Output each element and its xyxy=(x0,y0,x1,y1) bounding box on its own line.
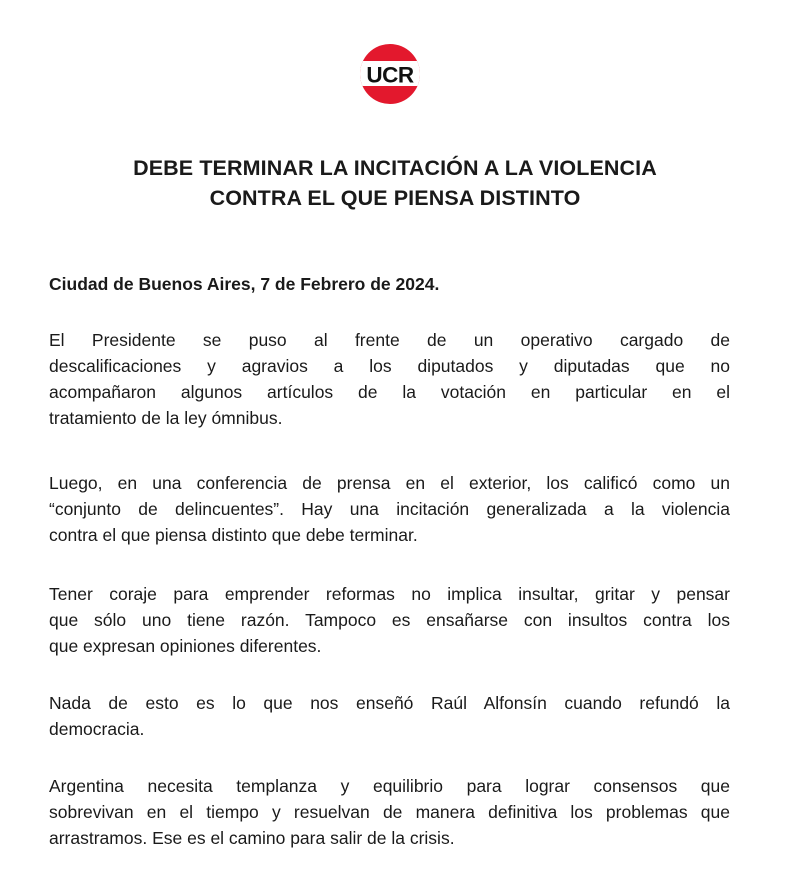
paragraph-line: que expresan opiniones diferentes. xyxy=(49,636,322,656)
paragraph-line: Nada de esto es lo que nos enseñó Raúl Alfonsín cuando refundó la xyxy=(49,693,730,713)
paragraph-line: sobrevivan en el tiempo y resuelvan de manera definitiva los problemas que xyxy=(49,802,730,822)
paragraph-line: descalificaciones y agravios a los diputados y diputadas que no xyxy=(49,356,730,376)
paragraph-line: tratamiento de la ley ómnibus. xyxy=(49,408,283,428)
paragraph-4 xyxy=(49,690,730,742)
paragraph-line: “conjunto de delincuentes”. Hay una incitación generalizada a la violencia xyxy=(49,499,730,519)
paragraph-line: acompañaron algunos artículos de la votación en particular en el xyxy=(49,382,730,402)
paragraph-1 xyxy=(49,327,730,431)
paragraph-line: que sólo uno tiene razón. Tampoco es ensañarse con insultos contra los xyxy=(49,610,730,630)
paragraph-line: democracia. xyxy=(49,719,145,739)
paragraph-3 xyxy=(49,581,730,659)
paragraph-line: contra el que piensa distinto que debe terminar. xyxy=(49,525,418,545)
paragraph-line: Tener coraje para emprender reformas no implica insultar, gritar y pensar xyxy=(49,584,730,604)
ucr-logo-emblem xyxy=(359,38,421,110)
paragraph-line: El Presidente se puso al frente de un operativo cargado de xyxy=(49,330,730,350)
paragraph-2 xyxy=(49,470,730,548)
paragraph-line: Luego, en una conferencia de prensa en el exterior, los calificó como un xyxy=(49,473,730,493)
headline-line-2: CONTRA EL QUE PIENSA DISTINTO xyxy=(209,186,581,210)
paragraph-5 xyxy=(49,773,730,851)
logo-text: UCR xyxy=(366,62,414,88)
paragraph-line: Argentina necesita templanza y equilibrio para lograr consensos que xyxy=(49,776,730,796)
headline xyxy=(40,153,750,213)
paragraph-line: arrastramos. Ese es el camino para salir de la crisis. xyxy=(49,828,455,848)
headline-line-1: DEBE TERMINAR LA INCITACIÓN A LA VIOLENCIA xyxy=(133,156,657,180)
dateline: Ciudad de Buenos Aires, 7 de Febrero de 2024. xyxy=(49,274,440,294)
ucr-logo xyxy=(359,38,421,110)
